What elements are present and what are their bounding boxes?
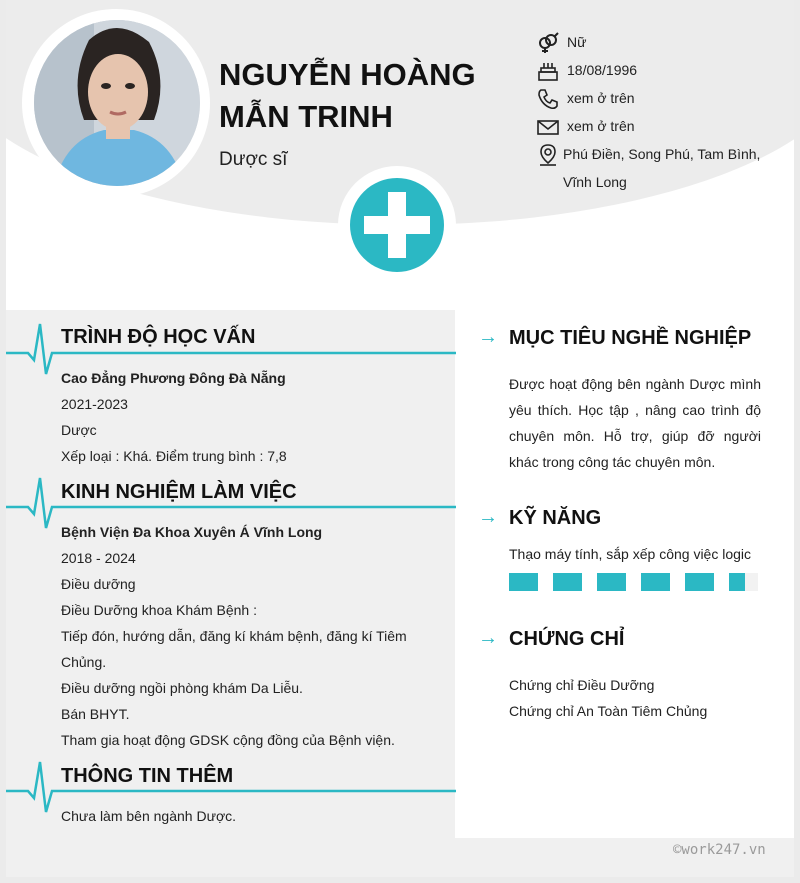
job-title: Dược sĩ bbox=[219, 149, 288, 170]
gender-icon bbox=[537, 32, 567, 54]
skill-level-segment bbox=[685, 573, 714, 591]
objective-title: MỤC TIÊU NGHỀ NGHIỆP bbox=[509, 327, 752, 349]
extra-info-text: Chưa làm bên ngành Dược. bbox=[61, 808, 237, 824]
arrow-right-icon: → bbox=[478, 326, 498, 348]
education-major: Dược bbox=[61, 422, 97, 438]
experience-detail: Tham gia hoạt động GDSK cộng đồng của Bệnh viện. bbox=[61, 732, 395, 748]
certificate-item: Chứng chỉ Điều Dưỡng bbox=[509, 677, 655, 693]
skill-level-segment bbox=[729, 573, 758, 591]
contact-info bbox=[537, 32, 763, 200]
location-icon bbox=[537, 144, 563, 166]
candidate-name bbox=[219, 54, 476, 138]
experience-detail: Bán BHYT. bbox=[61, 706, 130, 722]
extra-info-title: THÔNG TIN THÊM bbox=[61, 765, 234, 787]
address-text bbox=[563, 140, 763, 196]
watermark: ©work247.vn bbox=[673, 842, 766, 858]
skill-level-segment bbox=[553, 573, 582, 591]
education-period: 2021-2023 bbox=[61, 396, 128, 412]
address-line-1: Phú Điền, Song Phú, Tam Bình, bbox=[563, 146, 761, 162]
education-grade: Xếp loại : Khá. Điểm trung bình : 7,8 bbox=[61, 448, 287, 464]
name-line-1: NGUYỄN HOÀNG bbox=[219, 57, 476, 92]
arrow-right-icon: → bbox=[478, 627, 498, 649]
education-title: TRÌNH ĐỘ HỌC VẤN bbox=[61, 326, 256, 348]
experience-detail: Tiếp đón, hướng dẫn, đăng kí khám bệnh, đăng kí Tiêm bbox=[61, 628, 407, 644]
arrow-right-icon: → bbox=[478, 506, 498, 528]
mail-icon bbox=[537, 116, 567, 138]
portrait-photo bbox=[34, 20, 200, 186]
objective-text: Được hoạt động bên ngành Dược mình yêu thích. Học tập , nâng cao trình độ chuyên môn. Hỗ trợ, giúp đỡ người khác trong công tác chuyên môn. bbox=[509, 376, 761, 470]
skill-level-segment bbox=[641, 573, 670, 591]
experience-position: Điều dưỡng bbox=[61, 576, 136, 592]
phone-text: xem ở trên bbox=[567, 90, 635, 106]
certificate-item: Chứng chỉ An Toàn Tiêm Chủng bbox=[509, 703, 708, 719]
medical-cross-icon bbox=[350, 178, 444, 272]
phone-icon bbox=[537, 88, 567, 110]
name-line-2: MẪN TRINH bbox=[219, 99, 393, 134]
experience-company: Bệnh Viện Đa Khoa Xuyên Á Vĩnh Long bbox=[61, 524, 323, 540]
experience-detail: Điều Dưỡng khoa Khám Bệnh : bbox=[61, 602, 257, 618]
birthday-cake-icon bbox=[537, 60, 567, 82]
experience-period: 2018 - 2024 bbox=[61, 550, 136, 566]
experience-title: KINH NGHIỆM LÀM VIỆC bbox=[61, 481, 297, 503]
skills-title: KỸ NĂNG bbox=[509, 507, 602, 529]
skill-level-segment bbox=[597, 573, 626, 591]
certificates-title: CHỨNG CHỈ bbox=[509, 628, 625, 650]
experience-detail: Chủng. bbox=[61, 654, 107, 670]
address-row bbox=[537, 144, 763, 200]
address-line-2: Vĩnh Long bbox=[563, 174, 627, 190]
gender-text: Nữ bbox=[567, 34, 587, 50]
education-school: Cao Đẳng Phương Đông Đà Nẵng bbox=[61, 370, 286, 386]
experience-detail: Điều dưỡng ngồi phòng khám Da Liễu. bbox=[61, 680, 303, 696]
skill-level-segment bbox=[509, 573, 538, 591]
avatar bbox=[34, 20, 200, 186]
email-text: xem ở trên bbox=[567, 118, 635, 134]
birthday-text: 18/08/1996 bbox=[567, 62, 638, 78]
skill-item: Thạo máy tính, sắp xếp công việc logic bbox=[509, 546, 752, 562]
